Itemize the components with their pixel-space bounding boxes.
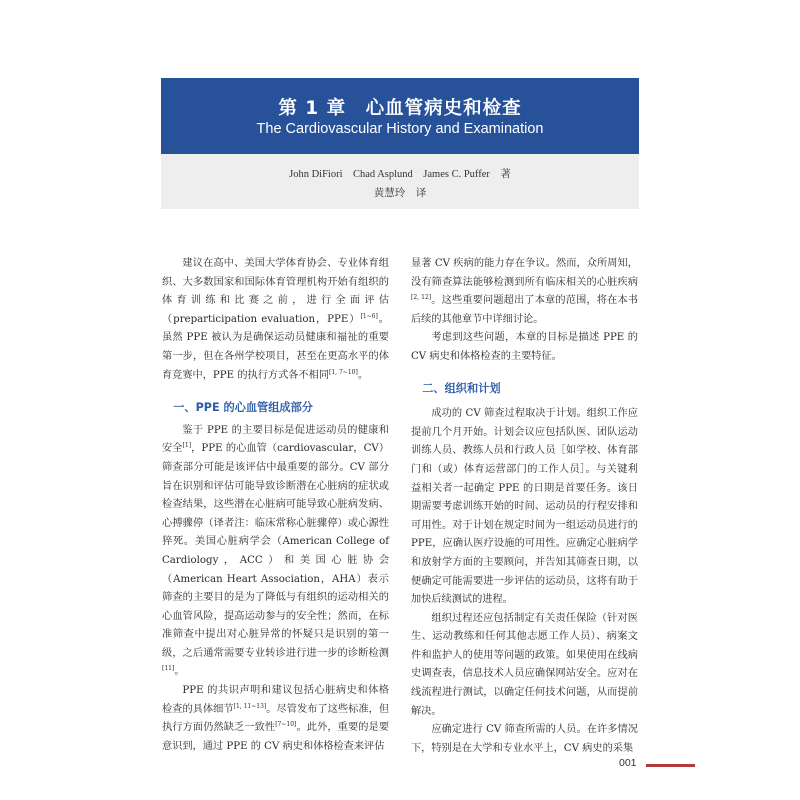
right-column	[411, 255, 638, 758]
page-number: 001	[619, 757, 637, 769]
chapter-title-band	[161, 78, 639, 154]
intro-paragraph: 建议在高中、美国大学体育协会、专业体育组织、大多数国家和国际体育管理机构开始有组织的体育训练和比赛之前，进行全面评估（preparticipation evaluation，PPE）[1~6]。虽然 PPE 被认为是确保运动员健康和福祉的重要第一步，但在各州学校项目，甚至在更高水平的体育竞赛中，PPE 的执行方式各不相同[1, 7~10]。	[162, 258, 389, 381]
section1-paragraph-2: PPE 的共识声明和建议包括心脏病史和体格检查的具体细节[1, 11~13]。尽管发布了这些标准，但执行方面仍然缺乏一致性[7~10]。此外，重要的是要意识到，通过 PPE 的 CV 病史和体格检查来评估	[162, 685, 390, 752]
page-number-rule	[646, 764, 695, 767]
chapter-title-chinese: 第 1 章 心血管病史和检查	[278, 98, 522, 119]
policy-paragraph: 组织过程还应包括制定有关责任保险（针对医生、运动教练和任何其他志愿工作人员）、病案文件和监护人的使用等问题的政策。如果使用在线病史调查表，信息技术人员应确保网站安全。应对在线流程进行测试，以确定任何技术问题，从而提前解决。	[411, 612, 638, 717]
section-heading-ppe-cv: 一、PPE 的心血管组成部分	[173, 401, 313, 415]
personnel-paragraph: 应确定进行 CV 筛查所需的人员。在许多情况下，特别是在大学和专业水平上，CV 病史的采集	[411, 724, 638, 754]
author-band	[161, 154, 639, 209]
section1-paragraph-1: 鉴于 PPE 的主要目标是促进运动员的健康和安全[1]，PPE 的心血管（cardiovascular，CV）筛查部分可能是该评估中最重要的部分。CV 部分旨在识别和评估可能导致诊断潜在心脏病的症状或检查结果，这些潜在心脏病可能导致心脏病发病、心搏骤停（译者注：临床常称心脏骤停）或心源性猝死。美国心脏病学会（American College of Cardiology，ACC）和美国心脏协会（American Heart Association，AHA）表示筛查的主要目的是为了降低与有组织的运动相关的心血管风险，提高运动参与的安全性；然而，在标准筛查中提出对心脏异常的怀疑只是识别的第一级，之后通常需要专业转诊进行进一步的诊断检测[11]。	[162, 424, 390, 678]
left-column	[162, 255, 389, 756]
authors-line: John DiFiori Chad Asplund James C. Puffer 著	[289, 169, 511, 180]
translator-line: 黄慧玲 译	[373, 187, 427, 199]
continued-paragraph: 显著 CV 疾病的能力存在争议。然而，众所周知，没有筛查算法能够检测到所有临床相关的心脏疾病[2, 12]。这些重要问题超出了本章的范围，将在本书后续的其他章节中详细讨论。	[411, 258, 638, 325]
chapter-title-english: The Cardiovascular History and Examination	[256, 121, 544, 137]
planning-paragraph: 成功的 CV 筛查过程取决于计划。组织工作应提前几个月开始。计划会议应包括队医、团队运动训练人员、教练人员和行政人员［如学校、体育部门和（或）体育运营部门的工作人员］。与关键利益相关者一起确定 PPE 的日期是首要任务。该日期需要考虑训练开始的时间、运动员的行程安排和可用性。对于计划在规定时间为一组运动员进行的 PPE，应确认医疗设施的可用性。应确定心脏病学和放射学方面的主要顾问，并告知其筛查日期，以便确定可能需要进一步评估的运动员，这将有助于加快后续测试的进程。	[411, 408, 638, 606]
goals-paragraph: 考虑到这些问题，本章的目标是描述 PPE 的 CV 病史和体格检查的主要特征。	[411, 332, 638, 362]
section-heading-organization: 二、组织和计划	[422, 381, 501, 395]
